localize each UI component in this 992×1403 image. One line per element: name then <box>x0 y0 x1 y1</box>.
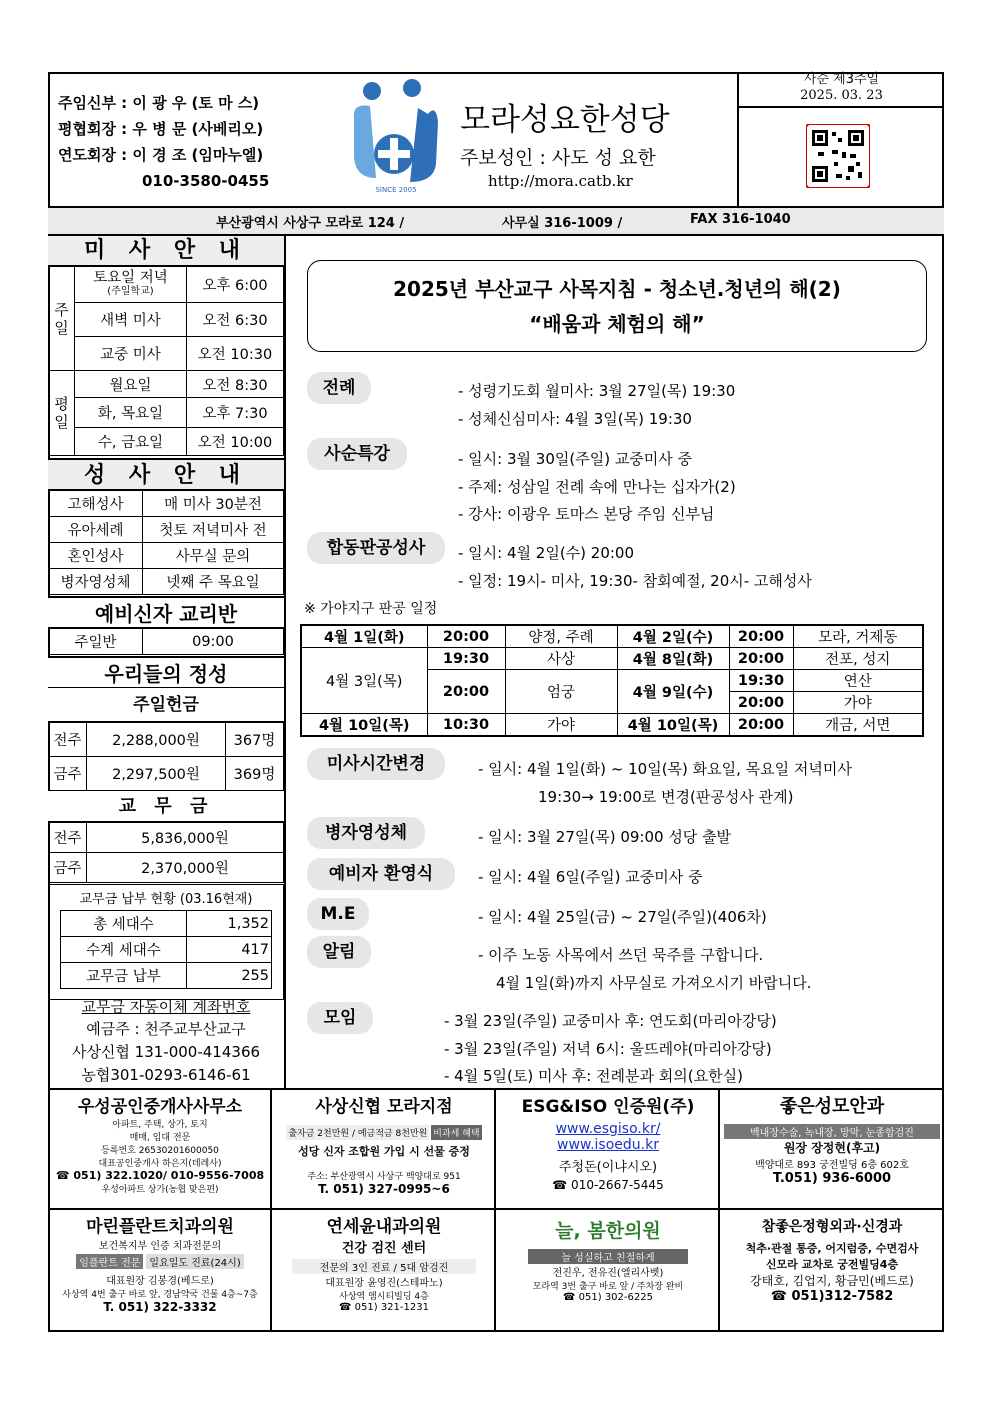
ad-phone: T. 051) 322-3332 <box>103 1300 217 1314</box>
ads-divider-top <box>48 1088 944 1090</box>
ad-title: 참좋은정형외과·신경과 <box>761 1219 903 1235</box>
dues-label: 전주 <box>49 823 87 853</box>
status-value: 1,352 <box>187 911 272 937</box>
gaya-time: 19:30 <box>729 670 793 692</box>
offering-amount: 2,288,000원 <box>87 723 226 757</box>
gaya-date: 4월 1일(화) <box>301 625 427 648</box>
penance-line: - 일정: 19시- 미사, 19:30- 참회예절, 20시- 고해성사 <box>458 572 812 590</box>
gaya-schedule-table <box>300 624 924 737</box>
mass-time: 오후 6:00 <box>187 267 284 303</box>
ad-line: 전진우, 전유진(엘리사벳) <box>552 1268 664 1279</box>
ad-line: 출자금 2천만원 / 예금적금 8천만원 <box>286 1125 429 1140</box>
ad-phone: T. 051) 327-0995~6 <box>318 1182 450 1196</box>
ad-line: 사상역 엠시티빌딩 4층 <box>339 1292 429 1302</box>
ad-banner: 늘 성실하고 친절하게 <box>528 1249 688 1264</box>
sunday-label: 주일 <box>49 267 75 371</box>
gaya-parish: 가야 <box>505 714 617 737</box>
address-bar <box>48 206 944 236</box>
ad-line: 대표공인중개사 하은지(데레사) <box>98 1159 222 1169</box>
gaya-date: 4월 10일(목) <box>301 714 427 737</box>
dues-table <box>48 822 284 883</box>
mass-name: 새벽 미사 <box>75 303 187 337</box>
offering-amount: 2,297,500원 <box>87 757 226 791</box>
mass-time: 오전 8:30 <box>187 371 284 398</box>
mass-schedule-table <box>48 266 284 456</box>
ad-eye-clinic[interactable] <box>722 1092 942 1208</box>
mass-name: 월요일 <box>75 371 187 398</box>
gaya-time: 20:00 <box>729 648 793 670</box>
gaya-time: 20:00 <box>427 625 505 648</box>
gaya-date: 4월 2일(수) <box>617 625 729 648</box>
issue-date: 2025. 03. 23 <box>800 88 883 103</box>
dues-amount: 2,370,000원 <box>87 853 284 883</box>
ads-divider-v1 <box>270 1088 272 1332</box>
ad-line: 대표원장 윤영진(스테파노) <box>325 1278 443 1289</box>
dues-title: 교 무 금 <box>48 790 284 822</box>
mass-name: 토요일 저녁 <box>93 269 168 286</box>
sunday-offering-table <box>48 722 284 791</box>
clergy-info <box>58 90 269 194</box>
mass-time: 오전 6:30 <box>187 303 284 337</box>
office-phone: 사무실 316-1009 / <box>502 216 623 231</box>
mass-change-label: 미사시간변경 <box>307 748 445 780</box>
sacrament-name: 혼인성사 <box>49 543 143 569</box>
ad-line: 전문의 3인 진료 / 5대 암검진 <box>292 1259 476 1274</box>
catechumen-table <box>48 628 284 655</box>
gaya-parish: 엄궁 <box>505 670 617 714</box>
ad-line: 매매, 임대 전문 <box>129 1133 191 1143</box>
gaya-date: 4월 9일(수) <box>617 670 729 714</box>
ad-line: 건강 검진 센터 <box>341 1241 427 1256</box>
ad-internal-medicine[interactable] <box>274 1212 494 1330</box>
ad-credit-union[interactable] <box>274 1092 494 1208</box>
sick-communion-label: 병자영성체 <box>307 817 425 849</box>
ad-esg-iso[interactable] <box>498 1092 718 1208</box>
gaya-parish: 연산 <box>793 670 923 692</box>
catechumen-time: 09:00 <box>143 629 284 655</box>
ad-banner: 백내장수술, 녹내장, 망막, 눈종합검진 <box>724 1124 940 1139</box>
me-line: - 일시: 4월 25일(금) ~ 27일(주일)(406차) <box>478 908 767 926</box>
sacrament-info: 넷째 주 목요일 <box>143 569 284 595</box>
notice-line: - 이주 노동 사목에서 쓰던 묵주를 구합니다. <box>478 946 764 964</box>
ad-orthopedics[interactable] <box>722 1212 942 1330</box>
dues-status-table <box>60 910 272 989</box>
ad-phone: ☎ 051) 322.1020/ 010-9556-7008 <box>55 1169 265 1182</box>
lent-lecture-label: 사순특강 <box>307 438 407 470</box>
status-value: 417 <box>187 937 272 963</box>
status-label: 수계 세대수 <box>61 937 187 963</box>
ad-title: 우성공인중개사사무소 <box>77 1097 243 1117</box>
weekday-label: 평일 <box>49 371 75 456</box>
mass-name: 화, 목요일 <box>75 398 187 428</box>
ad-title: ESG&ISO 인증원(주) <box>521 1097 695 1117</box>
meeting-line: - 3월 23일(주일) 저녁 6시: 울뜨레야(마리아강당) <box>444 1040 772 1058</box>
ad-phone: ☎ 051) 302-6225 <box>563 1292 653 1303</box>
ads-divider-v3 <box>718 1088 720 1332</box>
patron-saint: 주보성인 : 사도 성 요한 <box>460 147 656 169</box>
ad-line: 등록번호 26530201600050 <box>101 1146 219 1156</box>
ad-badge: 비과세 혜택 <box>431 1125 481 1140</box>
gaya-parish: 사상 <box>505 648 617 670</box>
gaya-parish: 전포, 성지 <box>793 648 923 670</box>
ad-realty[interactable] <box>50 1092 270 1208</box>
sacrament-name: 고해성사 <box>49 491 143 517</box>
council-chair: 평협회장 : 우 병 문 (사베리오) <box>58 120 264 138</box>
ad-line: 보건복지부 인증 치과전문의 <box>98 1241 222 1252</box>
mass-name: 수, 금요일 <box>75 428 187 456</box>
ad-phone: ☎ 051)312-7582 <box>770 1289 894 1304</box>
ad-line: 백양대로 893 궁전빌딩 6층 602호 <box>755 1160 909 1171</box>
status-label: 총 세대수 <box>61 911 187 937</box>
ad-phone: ☎ 010-2667-5445 <box>552 1178 664 1192</box>
sunday-offering-title: 주일헌금 <box>48 688 284 722</box>
sacrament-info: 첫토 저녁미사 전 <box>143 517 284 543</box>
notice-label: 알림 <box>307 936 371 968</box>
ad-phone: T.051) 936-6000 <box>772 1171 892 1186</box>
mass-schedule-title: 미 사 안 내 <box>48 236 284 266</box>
meeting-label: 모임 <box>307 1002 373 1034</box>
church-logo <box>346 78 446 196</box>
ad-line: 강태호, 김업지, 황금민(베드로) <box>750 1274 914 1288</box>
gaya-note: ※ 가야지구 판공 일정 <box>304 601 438 617</box>
ad-link[interactable]: www.esgiso.kr/ <box>555 1121 661 1137</box>
ad-line: 대표원장 김봉경(베드로) <box>106 1276 214 1287</box>
catechumen-class: 주일반 <box>49 629 143 655</box>
ad-line: 사상역 4번 출구 바로 앞, 경남약국 건물 4층~7층 <box>62 1290 258 1300</box>
catechumen-welcome-line: - 일시: 4월 6일(주일) 교중미사 중 <box>478 868 703 886</box>
ad-title: 연세윤내과의원 <box>326 1217 442 1237</box>
header-divider <box>737 106 739 206</box>
liturgy-line: - 성령기도회 월미사: 3월 27일(목) 19:30 <box>458 382 736 400</box>
ads-divider-v2 <box>494 1088 496 1332</box>
ad-line: 주청돈(이냐시오) <box>558 1160 658 1175</box>
lent-lecture-line: - 강사: 이광우 토마스 본당 주임 신부님 <box>458 505 715 523</box>
status-label: 교무금 납부 <box>61 963 187 989</box>
ad-title: 사상신협 모라지점 <box>315 1097 453 1117</box>
ad-line: 모라역 3번 출구 바로 앞 / 주차장 완비 <box>532 1282 684 1292</box>
gaya-date: 4월 3일(목) <box>301 648 427 714</box>
account-number-2: 농협301-0293-6146-61 <box>81 1066 251 1084</box>
penance-label: 합동판공성사 <box>307 532 445 564</box>
catechumen-welcome-label: 예비자 환영식 <box>307 858 455 890</box>
qr-code-icon[interactable] <box>806 124 870 188</box>
ad-line: 척추·관절 통증, 어지럼증, 수면검사 <box>745 1242 919 1255</box>
ad-oriental-clinic[interactable] <box>498 1212 718 1330</box>
mass-name: 교중 미사 <box>75 337 187 371</box>
gaya-time: 20:00 <box>729 714 793 737</box>
church-name: 모라성요한성당 <box>460 102 670 138</box>
offering-count: 367명 <box>226 723 284 757</box>
gaya-parish: 양정, 주례 <box>505 625 617 648</box>
offering-title: 우리들의 정성 <box>48 656 284 688</box>
ads-divider-middle <box>48 1208 944 1210</box>
dues-amount: 5,836,000원 <box>87 823 284 853</box>
gaya-time: 10:30 <box>427 714 505 737</box>
gaya-time: 20:00 <box>729 692 793 714</box>
ad-line: 우성아파트 상가(농협 맞은편) <box>101 1185 219 1195</box>
ad-title: 좋은성모안과 <box>779 1096 885 1117</box>
offering-label: 전주 <box>49 723 87 757</box>
meeting-line: - 3월 23일(주일) 교중미사 후: 연도회(마리아강당) <box>444 1012 777 1030</box>
sacrament-name: 유아세례 <box>49 517 143 543</box>
lent-lecture-line: - 일시: 3월 30일(주일) 교중미사 중 <box>458 450 693 468</box>
liturgical-season: 사순 제3주일 <box>803 72 880 87</box>
ad-dental[interactable] <box>50 1212 270 1330</box>
catechumen-title: 예비신자 교리반 <box>48 596 284 628</box>
ad-line: 성당 신자 조합원 가입 시 선물 증정 <box>298 1145 470 1158</box>
account-holder: 예금주 : 천주교부산교구 <box>86 1020 246 1038</box>
fax-number: FAX 316-1040 <box>690 212 791 227</box>
mass-sub: (주일학교) <box>107 285 154 297</box>
gaya-date: 4월 8일(화) <box>617 648 729 670</box>
mass-change-line: 19:30→ 19:00로 변경(판공성사 관계) <box>538 788 794 806</box>
ad-line: 주소: 부산광역시 사상구 백양대로 951 <box>307 1172 461 1182</box>
ad-phone: ☎ 051) 321-1231 <box>339 1302 429 1313</box>
sacrament-table <box>48 490 284 595</box>
sacrament-title: 성 사 안 내 <box>48 458 284 490</box>
logo-since: SINCE 2005 <box>375 186 417 194</box>
headline-2: “배움과 체험의 해” <box>529 312 705 336</box>
gaya-time: 20:00 <box>729 625 793 648</box>
meeting-line: - 4월 5일(토) 미사 후: 전례분과 회의(요한실) <box>444 1067 743 1085</box>
website-url[interactable]: http://mora.catb.kr <box>488 172 633 190</box>
gaya-parish: 모라, 거제동 <box>793 625 923 648</box>
gaya-time: 19:30 <box>427 648 505 670</box>
account-title: 교무금 자동이체 계좌번호 <box>81 998 251 1016</box>
pastor: 주임신부 : 이 광 우 (토 마 스) <box>58 94 260 112</box>
ad-link[interactable]: www.isoedu.kr <box>557 1137 659 1153</box>
church-address: 부산광역시 사상구 모라로 124 / <box>216 216 405 231</box>
ad-badge: 임플란트 전문 <box>76 1254 143 1269</box>
mass-time: 오후 7:30 <box>187 398 284 428</box>
notice-line: 4월 1일(화)까지 사무실로 가져오시기 바랍니다. <box>496 974 812 992</box>
mass-time: 오전 10:00 <box>187 428 284 456</box>
liturgy-label: 전례 <box>307 372 371 404</box>
gaya-time: 20:00 <box>427 670 505 714</box>
sick-communion-line: - 일시: 3월 27일(목) 09:00 성당 출발 <box>478 828 732 846</box>
mass-time: 오전 10:30 <box>187 337 284 371</box>
headline-box <box>307 260 927 352</box>
account-number-1: 사상신협 131-000-414366 <box>71 1043 261 1061</box>
ad-title: 늘, 봄한의원 <box>555 1220 661 1242</box>
elderly-chair: 연도회장 : 이 경 조 (임마누엘) <box>58 146 264 164</box>
headline-1: 2025년 부산교구 사목지침 - 청소년.청년의 해(2) <box>393 277 841 301</box>
offering-label: 금주 <box>49 757 87 791</box>
lent-lecture-line: - 주제: 성삼일 전례 속에 만나는 십자가(2) <box>458 478 736 496</box>
contact-phone: 010-3580-0455 <box>142 172 270 190</box>
ad-line: 아파트, 주택, 상가, 토지 <box>112 1120 208 1130</box>
gaya-date: 4월 10일(목) <box>617 714 729 737</box>
ad-line: 신모라 교차로 궁전빌딩4층 <box>765 1258 899 1271</box>
ad-line: 원장 장정현(후고) <box>783 1141 881 1155</box>
liturgy-line: - 성체신심미사: 4월 3일(목) 19:30 <box>458 410 692 428</box>
sacrament-name: 병자영성체 <box>49 569 143 595</box>
date-box <box>737 72 944 108</box>
status-value: 255 <box>187 963 272 989</box>
sacrament-info: 사무실 문의 <box>143 543 284 569</box>
mass-change-line: - 일시: 4월 1일(화) ~ 10일(목) 화요일, 목요일 저녁미사 <box>478 760 852 778</box>
ad-title: 마린플란트치과의원 <box>86 1217 234 1237</box>
sacrament-info: 매 미사 30분전 <box>143 491 284 517</box>
dues-label: 금주 <box>49 853 87 883</box>
penance-line: - 일시: 4월 2일(수) 20:00 <box>458 544 635 562</box>
gaya-parish: 개금, 서면 <box>793 714 923 737</box>
me-label: M.E <box>307 898 369 930</box>
sidebar <box>48 236 286 1090</box>
gaya-parish: 가야 <box>793 692 923 714</box>
ad-badge: 일요일도 진료(24시) <box>146 1254 243 1269</box>
offering-count: 369명 <box>226 757 284 791</box>
dues-status-title: 교무금 납부 현황 (03.16현재) <box>79 892 253 907</box>
